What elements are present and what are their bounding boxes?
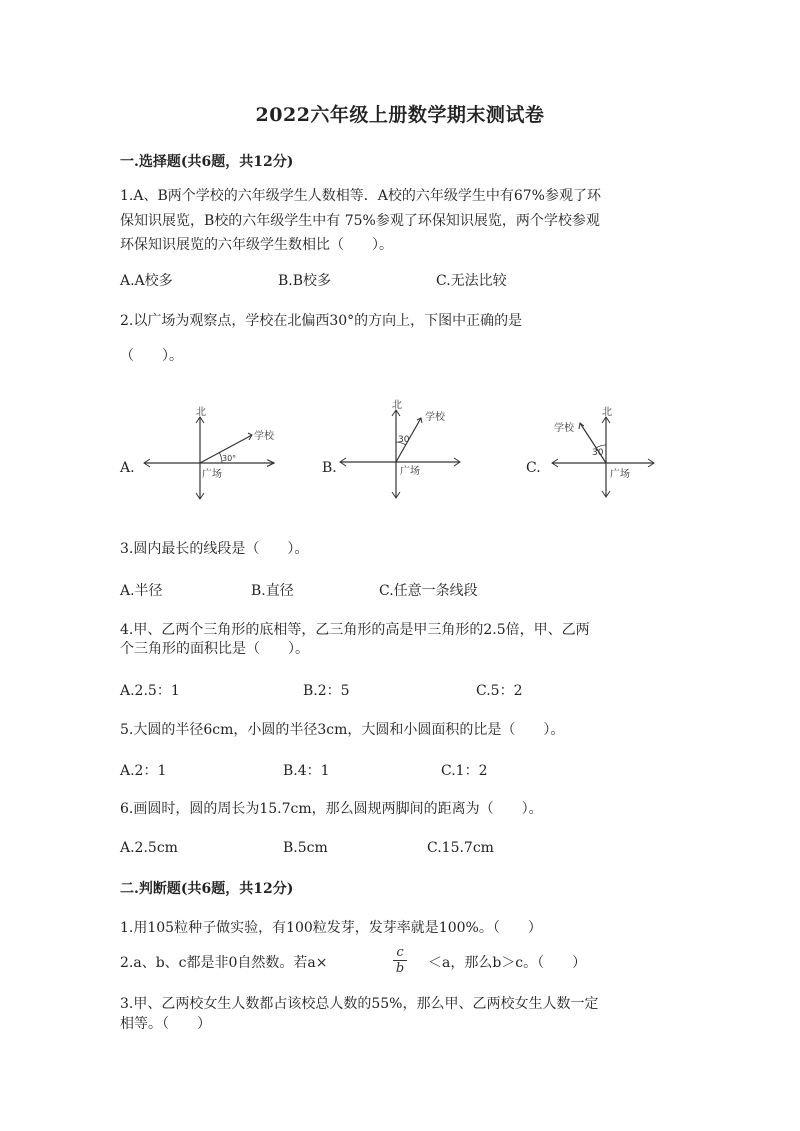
angle-label: 30 xyxy=(398,435,410,445)
question-1-option-a[interactable]: A.A校多 xyxy=(120,273,173,289)
question-2-line-2: （ ）。 xyxy=(120,348,183,364)
square-label: 广场 xyxy=(400,466,420,477)
question-5-option-c[interactable]: C.1：2 xyxy=(441,763,488,779)
question-5-option-b[interactable]: B.4：1 xyxy=(283,763,330,779)
north-label: 北 xyxy=(196,407,206,418)
question-5-option-a[interactable]: A.2：1 xyxy=(120,763,167,779)
question-6-line-1: 6.画圆时，圆的周长为15.7cm，那么圆规两脚间的距离为（ ）。 xyxy=(120,801,543,817)
judgement-2-before: 2.a、b、c都是非0自然数。若a× xyxy=(120,955,328,971)
fraction-c-over-b xyxy=(393,946,407,975)
question-4-option-b[interactable]: B.2：5 xyxy=(303,683,350,699)
judgement-2-after: ＜a，那么b＞c。（ ） xyxy=(428,955,587,971)
section-header-judgement: 二.判断题(共6题，共12分) xyxy=(120,881,294,897)
compass-diagram-c[interactable] xyxy=(550,405,660,500)
question-1-line-2: 保知识展览，B校的六年级学生中有 75%参观了环保知识展览，两个学校参观 xyxy=(120,213,600,229)
judgement-3-line-1: 3.甲、乙两校女生人数都占该校总人数的55%，那么甲、乙两校女生人数一定 xyxy=(120,996,599,1012)
fraction-numerator: c xyxy=(396,945,404,960)
question-4-line-1: 4.甲、乙两个三角形的底相等，乙三角形的高是甲三角形的2.5倍，甲、乙两 xyxy=(120,622,590,638)
question-4-option-a[interactable]: A.2.5：1 xyxy=(120,683,180,699)
school-label: 学校 xyxy=(425,412,445,423)
question-4-line-2: 个三角形的面积比是（ ）。 xyxy=(120,641,309,657)
question-5-line-1: 5.大圆的半径6cm，小圆的半径3cm，大圆和小圆面积的比是（ ）。 xyxy=(120,722,565,738)
question-6-option-a[interactable]: A.2.5cm xyxy=(120,840,178,856)
question-4-option-c[interactable]: C.5：2 xyxy=(476,683,523,699)
question-1-option-b[interactable]: B.B校多 xyxy=(278,273,332,289)
angle-label: 30 xyxy=(592,448,604,458)
question-2-line-1: 2.以广场为观察点，学校在北偏西30°的方向上，下图中正确的是 xyxy=(120,313,523,329)
square-label: 广场 xyxy=(202,469,222,480)
section-header-choice: 一.选择题(共6题，共12分) xyxy=(120,154,294,170)
north-label: 北 xyxy=(602,407,612,418)
question-6-option-c[interactable]: C.15.7cm xyxy=(427,840,494,856)
question-1-line-3: 环保知识展览的六年级学生数相比（ ）。 xyxy=(120,237,393,253)
compass-diagram-a[interactable] xyxy=(140,405,280,505)
square-label: 广场 xyxy=(610,469,630,480)
page-title: 2022六年级上册数学期末测试卷 xyxy=(255,104,545,126)
question-6-option-b[interactable]: B.5cm xyxy=(283,840,328,856)
compass-diagram-b[interactable] xyxy=(338,398,468,503)
question-2-option-a-label[interactable]: A. xyxy=(120,460,135,476)
angle-label: 30° xyxy=(222,454,237,463)
question-3-option-b[interactable]: B.直径 xyxy=(251,583,294,599)
north-label: 北 xyxy=(392,400,402,411)
judgement-1: 1.用105粒种子做实验，有100粒发芽，发芽率就是100%。（ ） xyxy=(120,920,542,936)
question-2-option-c-label[interactable]: C. xyxy=(526,460,541,476)
question-1-option-c[interactable]: C.无法比较 xyxy=(436,273,507,289)
school-label: 学校 xyxy=(554,423,574,434)
question-1-line-1: 1.A、B两个学校的六年级学生人数相等．A校的六年级学生中有67%参观了环 xyxy=(120,188,601,204)
question-3-line-1: 3.圆内最长的线段是（ ）。 xyxy=(120,541,309,557)
school-label: 学校 xyxy=(254,431,274,442)
question-2-option-b-label[interactable]: B. xyxy=(322,460,337,476)
fraction-denominator: b xyxy=(395,961,405,976)
judgement-3-line-2: 相等。（ ） xyxy=(120,1016,211,1032)
question-3-option-c[interactable]: C.任意一条线段 xyxy=(379,583,478,599)
question-3-option-a[interactable]: A.半径 xyxy=(120,583,163,599)
